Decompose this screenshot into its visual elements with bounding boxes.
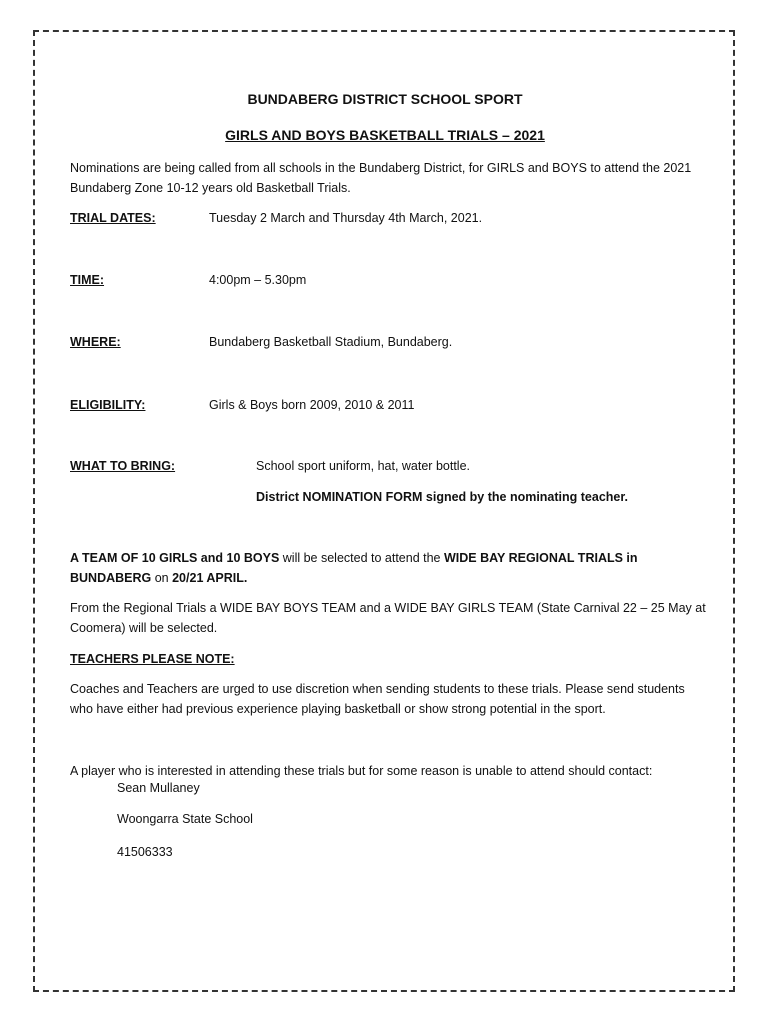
contact-phone: 41506333 [117,845,173,859]
nomination-form-note: District NOMINATION FORM signed by the nominating teacher. [256,490,629,504]
selection-date-text: 20/21 APRIL. [172,571,248,585]
teachers-note-text: Coaches and Teachers are urged to use discretion when sending students to these trials. Please send students who have either had previous experience playing basketball or show strong potential in the sport. [70,682,685,716]
intro-paragraph: Nominations are being called from all schools in the Bundaberg District, for GIRLS and BOYS to attend the 2021 Bundaberg Zone 10-12 years old Basketball Trials. [70,161,692,195]
trial-dates-label: TRIAL DATES: [70,211,156,225]
event-title: GIRLS AND BOYS BASKETBALL TRIALS – 2021 [225,127,545,143]
where-value: Bundaberg Basketball Stadium, Bundaberg. [209,335,453,349]
time-value: 4:00pm – 5.30pm [209,273,307,287]
regional-paragraph: From the Regional Trials a WIDE BAY BOYS TEAM and a WIDE BAY GIRLS TEAM (State Carnival 22 – 25 May at Coomera) will be selected. [70,601,706,635]
eligibility-value: Girls & Boys born 2009, 2010 & 2011 [209,398,415,412]
contact-intro: A player who is interested in attending these trials but for some reason is unable to attend should contact: [70,764,653,778]
teachers-note-label: TEACHERS PLEASE NOTE: [70,652,235,666]
what-to-bring-value: School sport uniform, hat, water bottle. [256,459,470,473]
org-title: BUNDABERG DISTRICT SCHOOL SPORT [247,91,523,107]
where-label: WHERE: [70,335,121,349]
time-label: TIME: [70,273,105,287]
selection-team-text: A TEAM OF 10 GIRLS and 10 BOYS [70,551,280,565]
selection-text-a: will be selected to attend the [279,551,444,565]
selection-text-b: on [151,571,173,585]
what-to-bring-label: WHAT TO BRING: [70,459,176,473]
contact-name: Sean Mullaney [117,781,200,795]
eligibility-label: ELIGIBILITY: [70,398,146,412]
selection-trials-text: WIDE BAY REGIONAL TRIALS in BUNDABERG [70,551,638,585]
trial-dates-value: Tuesday 2 March and Thursday 4th March, 2021. [209,211,483,225]
selection-paragraph [70,548,710,588]
contact-school: Woongarra State School [117,812,253,826]
